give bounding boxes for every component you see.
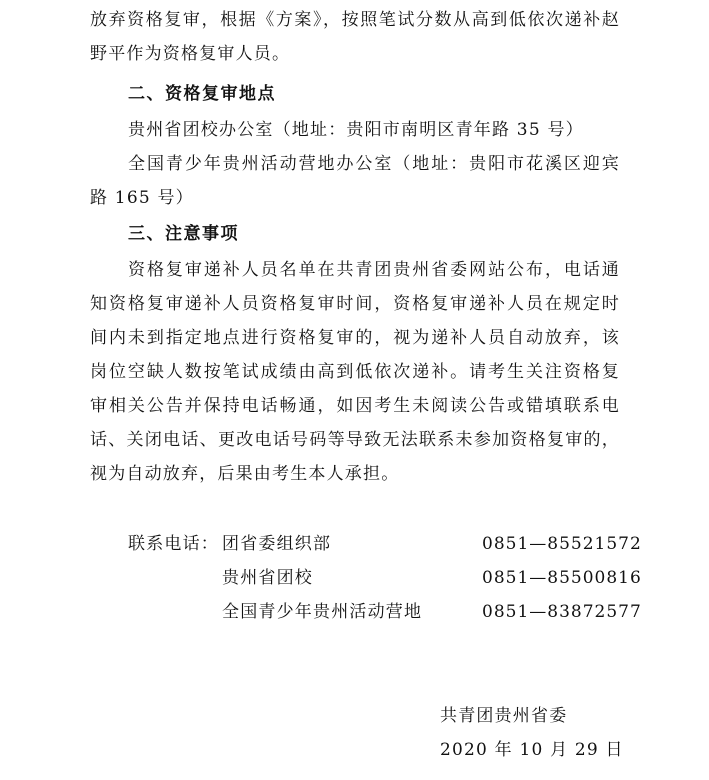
contact-label: 联系电话：: [128, 534, 219, 554]
notice-line-4: 岗位空缺人数按笔试成绩由高到低依次递补。请考生关注资格复: [90, 362, 620, 382]
notice-line-6: 话、关闭电话、更改电话号码等导致无法联系未参加资格复审的，: [90, 430, 620, 450]
contact-phone-1: 0851—85521572: [482, 534, 642, 554]
notice-line-5: 审相关公告并保持电话畅通，如因考生未阅读公告或错填联系电: [90, 396, 620, 416]
intro-line-2: 野平作为资格复审人员。: [90, 44, 291, 64]
address-2-line-2: 路 165 号）: [90, 188, 194, 208]
notice-line-2: 知资格复审递补人员资格复审时间，资格复审递补人员在规定时: [90, 294, 620, 314]
notice-line-3: 间内未到指定地点进行资格复审的，视为递补人员自动放弃，该: [90, 328, 620, 348]
signature-date: 2020 年 10 月 29 日: [440, 740, 624, 760]
contact-name-1: 团省委组织部: [222, 534, 332, 554]
address-1: 贵州省团校办公室（地址：贵阳市南明区青年路 35 号）: [128, 120, 584, 140]
section-3-heading: 三、注意事项: [128, 224, 239, 244]
contact-phone-2: 0851—85500816: [482, 568, 642, 588]
signature-org: 共青团贵州省委: [440, 706, 568, 726]
section-2-heading: 二、资格复审地点: [128, 84, 276, 104]
address-2-line-1: 全国青少年贵州活动营地办公室（地址：贵阳市花溪区迎宾: [128, 154, 620, 174]
notice-line-1: 资格复审递补人员名单在共青团贵州省委网站公布，电话通: [128, 260, 620, 280]
contact-name-3: 全国青少年贵州活动营地: [222, 602, 423, 622]
contact-phone-3: 0851—83872577: [482, 602, 642, 622]
intro-line-1: 放弃资格复审，根据《方案》，按照笔试分数从高到低依次递补赵: [90, 10, 620, 30]
notice-line-7: 视为自动放弃，后果由考生本人承担。: [90, 464, 400, 484]
contact-name-2: 贵州省团校: [222, 568, 313, 588]
